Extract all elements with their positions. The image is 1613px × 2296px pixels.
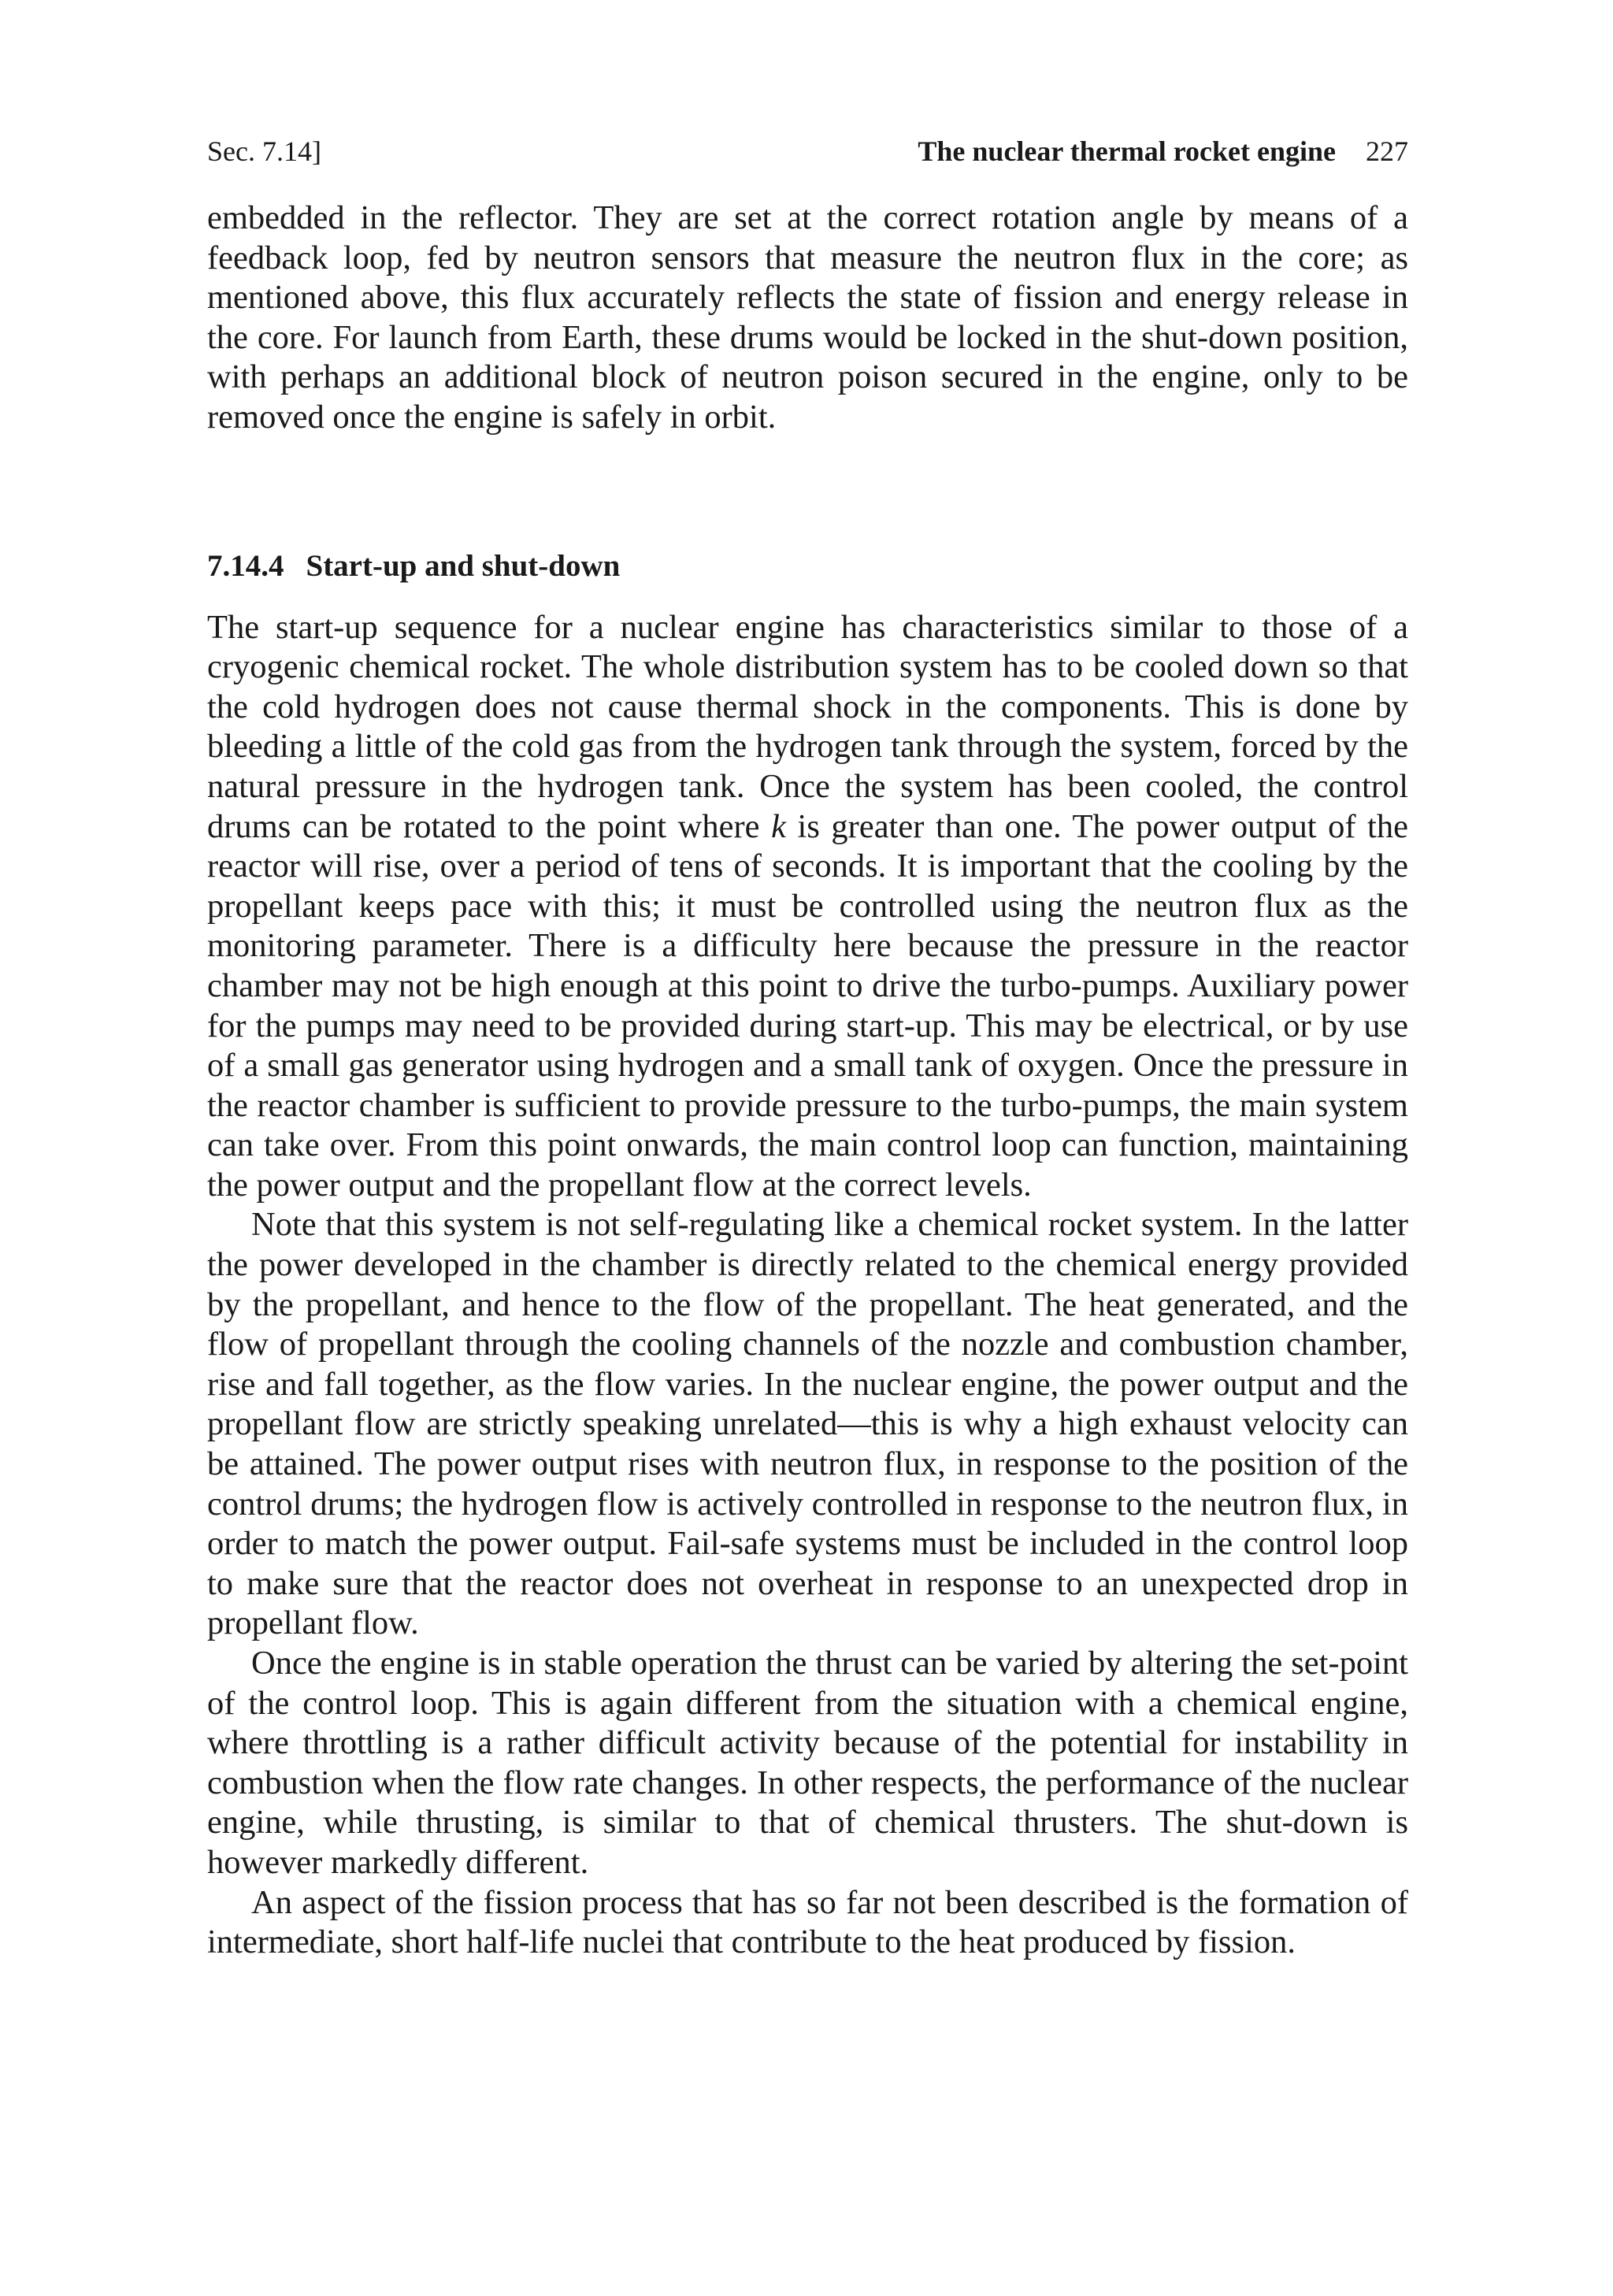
running-header — [207, 134, 1408, 169]
running-title: The nuclear thermal rocket engine — [918, 135, 1336, 167]
paragraph-startup-part1: The start-up sequence for a nuclear engine has characteristics similar to those of a cryogenic chemical rocket. The whole distribution system has to be cooled down so that the cold hydrogen does not cause thermal shock in the components. This is done by bleeding a little of the cold gas from the hydrogen tank through the system, forced by the natural pressure in the hydrogen tank. Once the system has been cooled, the control drums can be rotated to the point where — [207, 608, 1408, 845]
paragraph-startup — [207, 608, 1408, 1206]
book-page — [207, 134, 1408, 1963]
paragraph-throttling: Once the engine is in stable operation the thrust can be varied by altering the set-point of the control loop. This is again different from the situation with a chemical engine, where throttling is a rather difficult activity because of the potential for instability in combustion when the flow rate changes. In other respects, the performance of the nuclear engine, while thrusting, is similar to that of chemical thrusters. The shut-down is however markedly different. — [207, 1645, 1408, 1881]
page-number: 227 — [1366, 135, 1408, 167]
paragraph-startup-part2: is greater than one. The power output of the reactor will rise, over a period of tens of seconds. It is important that the cooling by the propellant keeps pace with this; it must be controlled using the neutron flux as the monitoring parameter. There is a difficulty here because the pressure in the reactor chamber may not be high enough at this point to drive the turbo-pumps. Auxiliary power for the pumps may need to be provided during start-up. This may be electrical, or by use of a small gas generator using hydrogen and a small tank of oxygen. Once the pressure in the reactor chamber is sufficient to provide pressure to the turbo-pumps, the main system can take over. From this point onwards, the main control loop can function, maintaining the power output and the propellant flow at the correct levels. — [207, 807, 1408, 1204]
section-body — [207, 608, 1408, 1963]
paragraph-fission-nuclei: An aspect of the fission process that has so far not been described is the formation of intermediate, short half-life nuclei that contribute to the heat produced by fission. — [207, 1883, 1408, 1961]
header-title-group — [918, 134, 1408, 169]
section-reference: Sec. 7.14] — [207, 135, 321, 167]
paragraph-continued: embedded in the reflector. They are set at the correct rotation angle by means of a feedback loop, fed by neutron sensors that measure the neutron flux in the core; as mentioned above, this flux accurately reflects the state of fission and energy release in the core. For launch from Earth, these drums would be locked in the shut-down position, with perhaps an additional block of neutron poison secured in the engine, only to be removed once the engine is safely in orbit. — [207, 199, 1408, 436]
section-title: Start-up and shut-down — [306, 548, 621, 583]
intro-text — [207, 198, 1408, 438]
variable-k: k — [771, 807, 786, 845]
section-heading — [207, 547, 1408, 586]
paragraph-self-regulation: Note that this system is not self-regulating like a chemical rocket system. In the latter the power developed in the chamber is directly related to the chemical energy provided by the propellant, and hence to the flow of the propellant. The heat generated, and the flow of propellant through the cooling channels of the nozzle and combustion chamber, rise and fall together, as the flow varies. In the nuclear engine, the power output and the propellant flow are strictly speaking unrelated—this is why a high exhaust velocity can be attained. The power output rises with neutron flux, in response to the position of the control drums; the hydrogen flow is actively controlled in response to the neutron flux, in order to match the power output. Fail-safe systems must be included in the control loop to make sure that the reactor does not overheat in response to an unexpected drop in propellant flow. — [207, 1206, 1408, 1642]
section-number: 7.14.4 — [207, 548, 284, 583]
